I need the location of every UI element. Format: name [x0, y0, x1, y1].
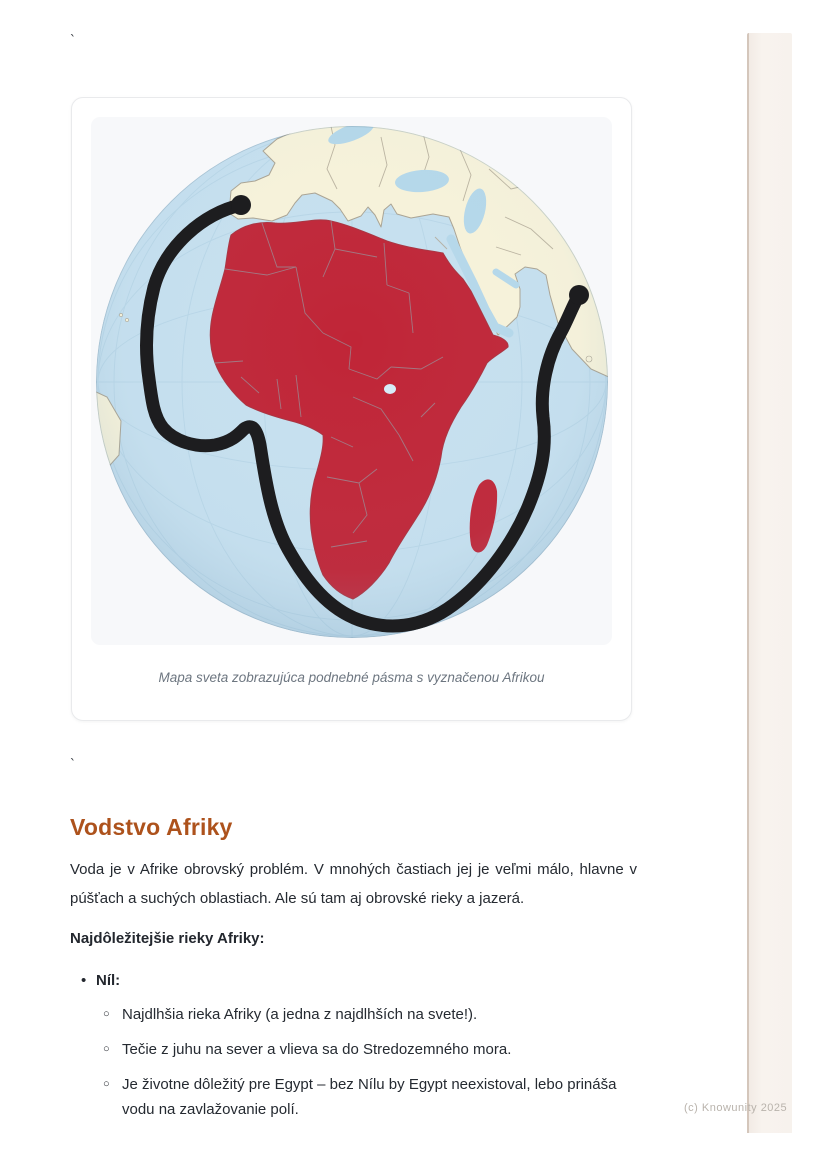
figure-card: [71, 97, 632, 721]
list-item: [70, 1072, 637, 1122]
bullet-icon: •: [81, 972, 87, 989]
watermark: (c) Knowunity 2025: [684, 1102, 788, 1114]
intro-paragraph: Voda je v Afrike obrovský problém. V mnohých častiach jej je veľmi málo, hlavne v púšťach a suchých oblastiach. Ale sú tam aj obrovské rieky a jazerá.: [70, 861, 637, 907]
rivers-subheading: Najdôležitejšie rieky Afriky:: [70, 930, 265, 947]
stray-backtick-top: `: [69, 34, 77, 49]
africa-globe-map: [91, 117, 612, 645]
list-item: [70, 1037, 637, 1062]
sub-bullet-icon: ○: [103, 1078, 110, 1090]
section-heading: Vodstvo Afriky: [70, 814, 233, 840]
river-name: Níl:: [96, 972, 121, 989]
fact-text: Je životne dôležitý pre Egypt – bez Nílu by Egypt neexistoval, lebo prináša vodu na zavlažovanie polí.: [122, 1076, 617, 1118]
fact-text: Tečie z juhu na sever a vlieva sa do Stredozemného mora.: [122, 1041, 512, 1058]
stray-backtick-middle: `: [69, 758, 77, 773]
river-facts: [70, 1002, 637, 1122]
list-item: [70, 1002, 637, 1027]
sub-bullet-icon: ○: [103, 1043, 110, 1055]
fact-text: Najdlhšia rieka Afriky (a jedna z najdlhších na svete!).: [122, 1006, 478, 1023]
page-edge-bar: [747, 33, 792, 1133]
rivers-list: [70, 972, 637, 1132]
figure-image-frame: [91, 117, 612, 645]
sub-bullet-icon: ○: [103, 1008, 110, 1020]
figure-caption: Mapa sveta zobrazujúca podnebné pásma s vyznačenou Afrikou: [158, 670, 545, 685]
list-item-nil: [70, 972, 637, 992]
